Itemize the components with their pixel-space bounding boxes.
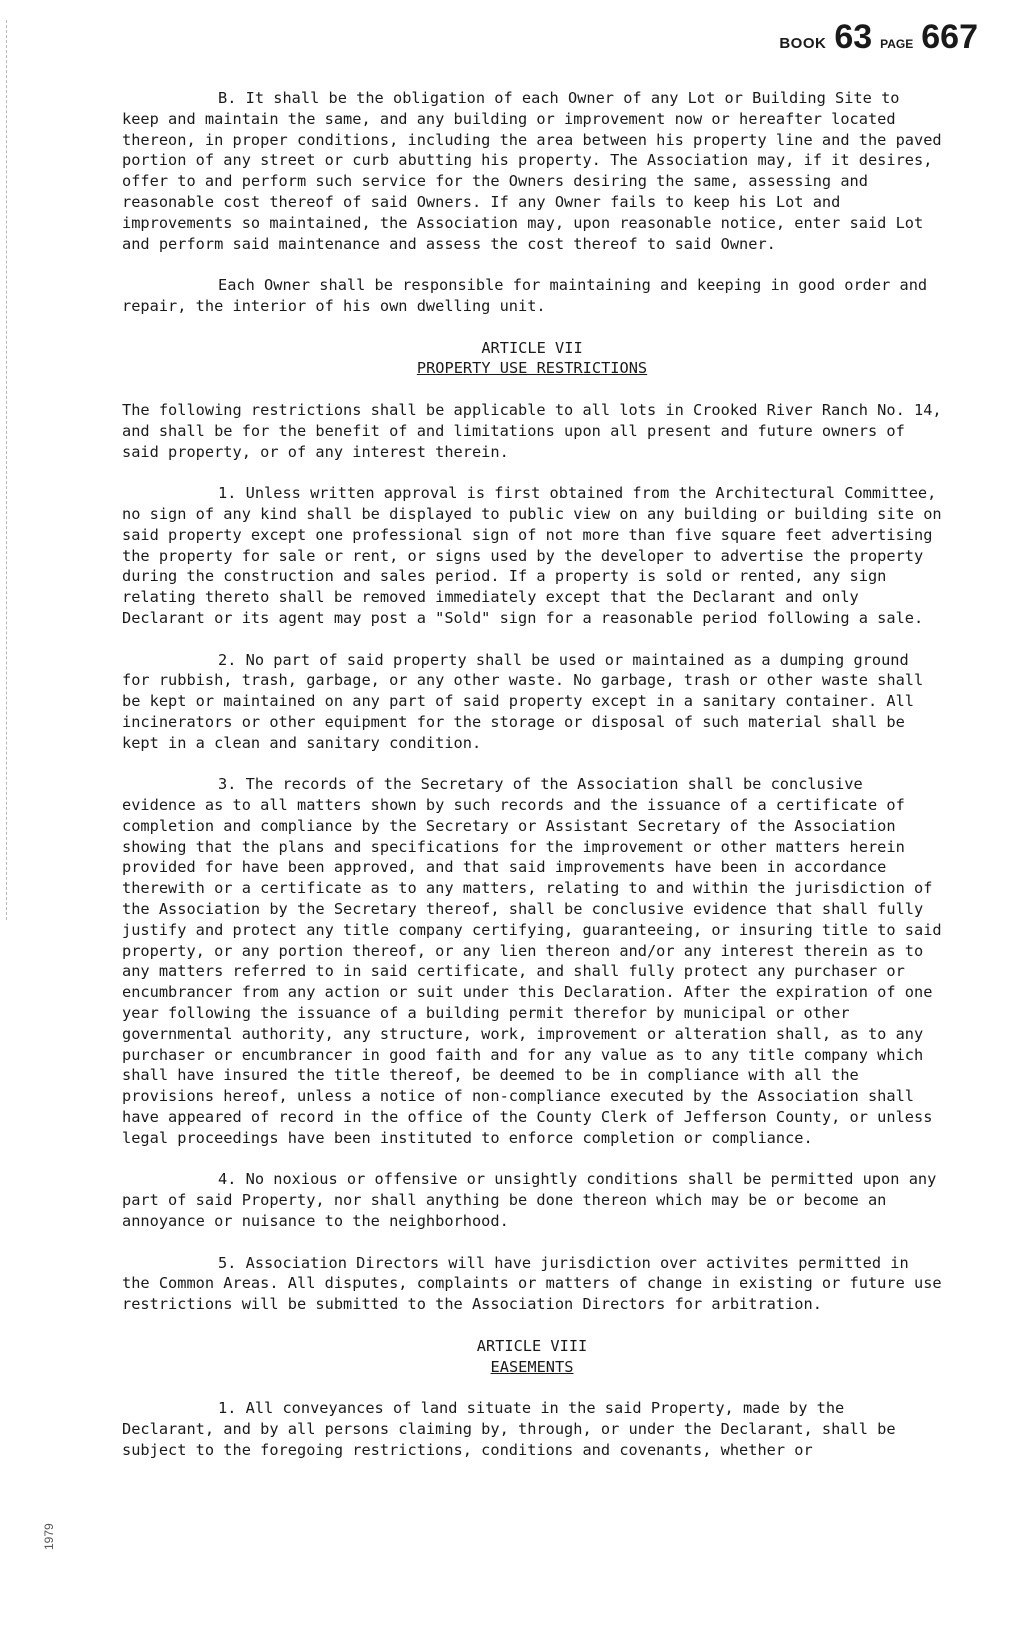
article-vii-heading: ARTICLE VII <box>481 338 583 357</box>
book-page-stamp <box>779 20 978 54</box>
page-number: 667 <box>921 18 978 56</box>
book-label: BOOK <box>779 35 827 52</box>
paragraph-restriction-5: 5. Association Directors will have jurisdiction over activites permitted in the Common Areas. All disputes, complaints or matters of change in existing or future use restrictions will be submitted to the Association Directors for arbitration. <box>122 1253 942 1314</box>
paragraph-restriction-1: 1. Unless written approval is first obtained from the Architectural Committee, no sign of any kind shall be displayed to public view on any building or building site on said property except one professional sign of not more than five square feet advertising the property for sale or rent, or signs used by the developer to advertise the property during the construction and sales period. If a property is sold or rented, any sign relating thereto shall be removed immediately except that the Declarant and only Declarant or its agent may post a "Sold" sign for a reasonable period following a sale. <box>122 484 942 627</box>
document-body <box>122 88 942 1481</box>
margin-stamp: 1979 <box>42 1523 56 1550</box>
article-viii-heading: ARTICLE VIII <box>476 1336 588 1355</box>
article-vii-title-text: PROPERTY USE RESTRICTIONS <box>416 359 648 378</box>
paragraph-restriction-2: 2. No part of said property shall be used or maintained as a dumping ground for rubbish, trash, garbage, or any other waste. No garbage, trash or other waste shall be kept or maintained on any part of said property except in a sanitary container. All incinerators or other equipment for the storage or disposal of such material shall be kept in a clean and sanitary condition. <box>122 650 924 752</box>
article-viii-title-text: EASEMENTS <box>490 1357 574 1376</box>
paragraph-interior-repair: Each Owner shall be responsible for maintaining and keeping in good order and repair, the interior of his own dwelling unit. <box>122 276 928 315</box>
paragraph-restriction-4: 4. No noxious or offensive or unsightly conditions shall be permitted upon any part of said Property, nor shall anything be done thereon which may be or become an annoyance or nuisance to the neighborhood. <box>122 1170 937 1231</box>
book-number: 63 <box>834 18 873 56</box>
binding-edge <box>6 20 8 920</box>
paragraph-restriction-3: 3. The records of the Secretary of the Association shall be conclusive evidence as to all matters shown by such records and the issuance of a certificate of completion and compliance by the Secretary or Assistant Secretary of the Association showing that the plans and specifications for the improvement or other matters herein provided for have been approved, and that said improvements have been in accordance therewith or a certificate as to any matters, relating to and within the jurisdiction of the Association by the Secretary thereof, shall be conclusive evidence that shall fully justify and protect any title company certifying, guaranteeing, or insuring title to said property, or any portion thereof, or any lien thereon and/or any interest therein as to any matters referred to in said certificate, and shall fully protect any purchaser or encumbrancer from any action or suit under this Declaration. After the expiration of one year following the issuance of a building permit therefor by municipal or other governmental authority, any structure, work, improvement or alteration shall, as to any purchaser or encumbrancer in good faith and for any value as to any title company which shall have insured the title thereof, be deemed to be in compliance with all the provisions hereof, unless a notice of non-compliance executed by the Association shall have appeared of record in the office of the County Clerk of Jefferson County, or unless legal proceedings have been instituted to enforce completion or compliance. <box>122 775 942 1147</box>
paragraph-easements-1: 1. All conveyances of land situate in the said Property, made by the Declarant, and by all persons claiming by, through, or under the Declarant, shall be subject to the foregoing restrictions, conditions and covenants, whether or <box>122 1399 896 1459</box>
page-label: PAGE <box>880 37 914 51</box>
paragraph-restrictions-intro: The following restrictions shall be applicable to all lots in Crooked River Ranch No. 14, and shall be for the benefit of and limitations upon all present and future owners of said property, or of any interest therein. <box>122 400 942 461</box>
paragraph-b-maintenance: B. It shall be the obligation of each Owner of any Lot or Building Site to keep and maintain the same, and any building or improvement now or hereafter located thereon, in proper conditions, including the area between his property line and the paved portion of any street or curb abutting his property. The Association may, if it desires, offer to and perform such service for the Owners desiring the same, assessing and reasonable cost thereof of said Owners. If any Owner fails to keep his Lot and improvements so maintained, the Association may, upon reasonable notice, enter said Lot and perform said maintenance and assess the cost thereof to said Owner. <box>122 89 942 253</box>
article-vii-title <box>122 358 942 379</box>
article-viii-title <box>122 1357 942 1378</box>
